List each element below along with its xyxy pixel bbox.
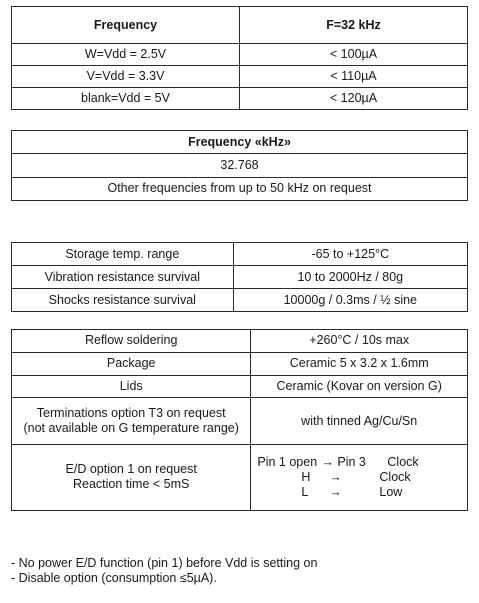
ed-state: Pin 1 open xyxy=(257,454,318,469)
ed-option-line1: E/D option 1 on request xyxy=(65,462,197,477)
ed-arrow: → xyxy=(329,469,342,484)
header-f32: F=32 kHz xyxy=(240,7,468,44)
table-cell: < 120µA xyxy=(240,88,468,110)
ed-arrow: → Pin 3 xyxy=(321,454,366,469)
table-cell: Package xyxy=(12,352,251,375)
ed-option-line2: Reaction time < 5mS xyxy=(73,477,190,492)
mechanical-table xyxy=(11,329,468,511)
table-cell: < 100µA xyxy=(240,44,468,66)
terminations-line1: Terminations option T3 on request xyxy=(36,406,226,421)
consumption-table xyxy=(11,6,468,110)
table-cell: 32.768 xyxy=(12,154,468,177)
table-cell: V=Vdd = 3.3V xyxy=(12,66,240,88)
ed-output: Low xyxy=(379,484,403,499)
table-cell: Shocks resistance survival xyxy=(12,289,234,312)
table-cell: 10 to 2000Hz / 80g xyxy=(233,266,467,289)
table-cell: 10000g / 0.3ms / ½ sine xyxy=(233,289,467,312)
table-cell: W=Vdd = 2.5V xyxy=(12,44,240,66)
header-frequency-khz: Frequency «kHz» xyxy=(12,131,468,154)
ed-output: Clock xyxy=(379,469,411,484)
table-cell: Lids xyxy=(12,375,251,398)
terminations-label xyxy=(12,398,251,445)
environmental-table xyxy=(11,242,468,312)
table-cell: Ceramic (Kovar on version G) xyxy=(251,375,468,398)
footnote: - Disable option (consumption ≤5µA). xyxy=(11,571,217,585)
header-frequency: Frequency xyxy=(12,7,240,44)
ed-line xyxy=(257,455,463,470)
frequency-table xyxy=(11,130,468,201)
footnotes xyxy=(11,556,317,586)
table-cell: Storage temp. range xyxy=(12,243,234,266)
ed-output: Clock xyxy=(387,454,419,469)
footnote: - No power E/D function (pin 1) before Vdd is setting on xyxy=(11,556,318,570)
table-cell: +260°C / 10s max xyxy=(251,330,468,353)
table-cell: -65 to +125°C xyxy=(233,243,467,266)
table-cell: < 110µA xyxy=(240,66,468,88)
terminations-line2: (not available on G temperature range) xyxy=(23,421,239,436)
ed-arrow: → xyxy=(329,484,342,499)
table-cell: Other frequencies from up to 50 kHz on request xyxy=(12,177,468,200)
table-cell: Vibration resistance survival xyxy=(12,266,234,289)
ed-option-label xyxy=(12,444,251,510)
table-cell: Ceramic 5 x 3.2 x 1.6mm xyxy=(251,352,468,375)
terminations-value: with tinned Ag/Cu/Sn xyxy=(251,398,468,445)
ed-line xyxy=(257,485,463,500)
table-cell: blank=Vdd = 5V xyxy=(12,88,240,110)
ed-state: L xyxy=(301,484,309,499)
table-cell: Reflow soldering xyxy=(12,330,251,353)
ed-option-value xyxy=(251,444,468,510)
ed-state: H xyxy=(301,469,311,484)
ed-line xyxy=(257,470,463,485)
